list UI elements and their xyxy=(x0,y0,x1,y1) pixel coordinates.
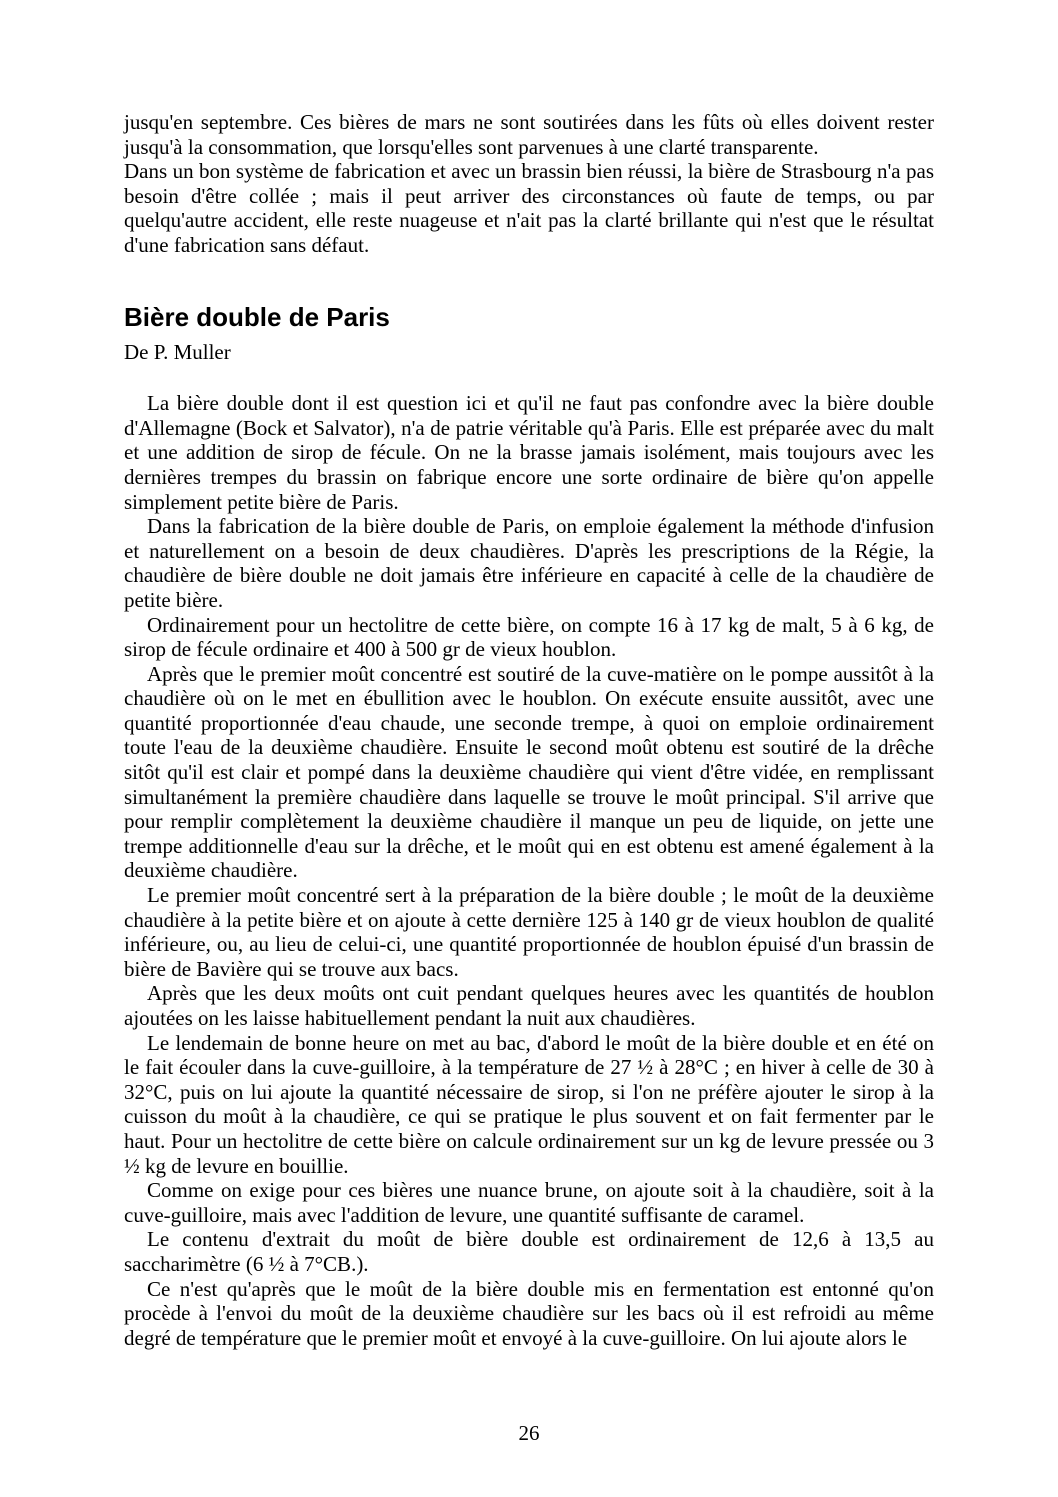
intro-paragraph: Dans un bon système de fabrication et avec un brassin bien réussi, la bière de Strasbourg n'a pas besoin d'être collée ; mais il peut arriver des circonstances où faute de temps, ou par quelqu'autre accident, elle reste nuageuse et n'ait pas la clarté brillante qui n'est que le résultat d'une fabrication sans défaut. xyxy=(124,159,934,257)
page-number: 26 xyxy=(518,1421,540,1445)
intro-paragraph: jusqu'en septembre. Ces bières de mars ne sont soutirées dans les fûts où elles doivent rester jusqu'à la consommation, que lorsqu'elles sont parvenues à une clarté transparente. xyxy=(124,110,934,159)
body-paragraph: Le lendemain de bonne heure on met au bac, d'abord le moût de la bière double et en été on le fait écouler dans la cuve-guilloire, à la température de 27 ½ à 28°C ; en hiver à celle de 30 à 32°C, puis on lui ajoute la quantité nécessaire de sirop, si l'on ne préfère ajouter le sirop à la cuisson du moût à la chaudière, ce qui se pratique le plus souvent et on fait fermenter par le haut. Pour un hectolitre de cette bière on calcule ordinairement sur un kg de levure pressée ou 3 ½ kg de levure en bouillie. xyxy=(124,1030,934,1178)
body-paragraph: Ce n'est qu'après que le moût de la bière double mis en fermentation est entonné qu'on procède à l'envoi du moût de la deuxième chaudière sur les bacs où il est refroidi au même degré de température que le premier moût et envoyé à la cuve-guilloire. On lui ajoute alors le xyxy=(124,1276,934,1350)
body-paragraph: La bière double dont il est question ici et qu'il ne faut pas confondre avec la bière double d'Allemagne (Bock et Salvator), n'a de patrie véritable qu'à Paris. Elle est préparée avec du malt et une addition de sirop de fécule. On ne la brasse jamais isolément, mais toujours avec les dernières trempes du brassin on fabrique encore une sorte ordinaire de bière qu'on appelle simplement petite bière de Paris. xyxy=(124,391,934,514)
body-paragraph: Comme on exige pour ces bières une nuance brune, on ajoute soit à la chaudière, soit à la cuve-guilloire, mais avec l'addition de levure, une quantité suffisante de caramel. xyxy=(124,1178,934,1227)
body-paragraph: Dans la fabrication de la bière double de Paris, on emploie également la méthode d'infusion et naturellement on a besoin de deux chaudières. D'après les prescriptions de la Régie, la chaudière de bière double ne doit jamais être inférieure en capacité à celle de la chaudière de petite bière. xyxy=(124,514,934,612)
body-paragraph: Ordinairement pour un hectolitre de cette bière, on compte 16 à 17 kg de malt, 5 à 6 kg, de sirop de fécule ordinaire et 400 à 500 gr de vieux houblon. xyxy=(124,612,934,662)
byline: De P. Muller xyxy=(124,339,231,364)
body-paragraph: Le premier moût concentré sert à la préparation de la bière double ; le moût de la deuxième chaudière à la petite bière et on ajoute à cette dernière 125 à 140 gr de vieux houblon de qualité inférieure, ou, au lieu de celui-ci, une quantité proportionnée de houblon épuisé d'un brassin de bière de Bavière qui se trouve aux bacs. xyxy=(124,883,934,981)
body-paragraph: Le contenu d'extrait du moût de bière double est ordinairement de 12,6 à 13,5 au saccharimètre (6 ½ à 7°CB.). xyxy=(124,1227,934,1276)
text-block xyxy=(124,110,934,1350)
body-paragraph: Après que le premier moût concentré est soutiré de la cuve-matière on le pompe aussitôt à la chaudière où on le met en ébullition avec le houblon. On exécute ensuite aussitôt, avec une quantité proportionnée d'eau chaude, une seconde trempe, à quoi on emploie ordinairement toute l'eau de la deuxième chaudière. Ensuite le second moût obtenu est soutiré de la drêche sitôt qu'il est clair et pompé dans la deuxième chaudière qui vient d'être vidée, en remplissant simultanément la première chaudière dans laquelle se trouve le moût principal. S'il arrive que pour remplir complètement la deuxième chaudière il manque un peu de liquide, on jette une trempe additionnelle d'eau sur la drêche, et le moût qui en est obtenu est amené également à la deuxième chaudière. xyxy=(124,661,934,883)
body-paragraph: Après que les deux moûts ont cuit pendant quelques heures avec les quantités de houblon ajoutées on les laisse habituellement pendant la nuit aux chaudières. xyxy=(124,981,934,1030)
section-heading: Bière double de Paris xyxy=(124,301,390,332)
